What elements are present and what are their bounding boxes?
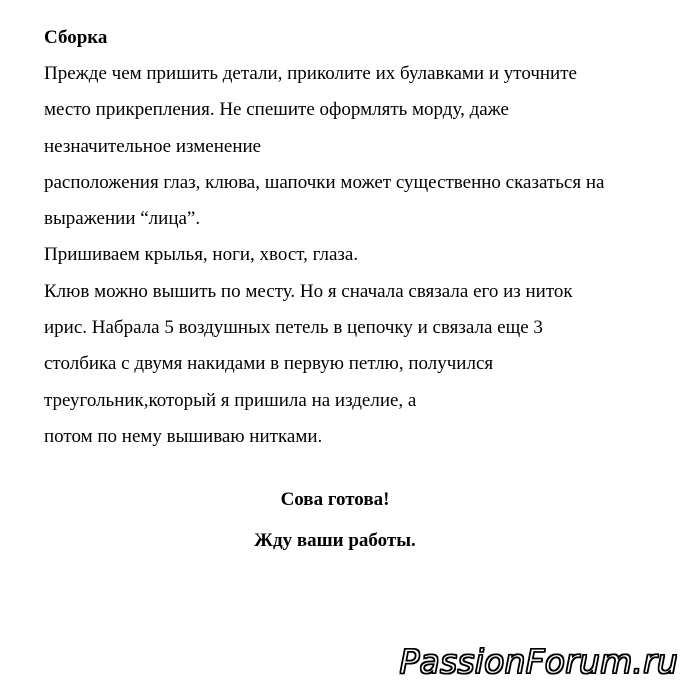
text-line: столбика с двумя накидами в первую петлю, получился (44, 353, 494, 375)
text-line: выражении “лица”. (44, 208, 201, 230)
text-line: место прикрепления. Не спешите оформлять морду, даже (44, 99, 509, 121)
text-line: Клюв можно вышить по месту. Но я сначала связала его из ниток (44, 280, 573, 302)
closing-line-owl-ready: Сова готова! (280, 489, 390, 510)
closing-text (0, 488, 690, 570)
section-heading: Сборка (44, 27, 108, 48)
instructions-text (44, 60, 664, 459)
text-line: потом по нему вышиваю нитками. (44, 425, 323, 447)
text-line: Пришиваем крылья, ноги, хвост, глаза. (44, 244, 359, 266)
text-line: расположения глаз, клюва, шапочки может существенно сказаться на (44, 171, 605, 193)
text-line: ирис. Набрала 5 воздушных петель в цепочку и связала еще 3 (44, 317, 543, 339)
text-line: незначительное изменение (44, 135, 262, 157)
text-line: Прежде чем пришить детали, приколите их булавками и уточните (44, 63, 577, 84)
site-watermark: PassionForum.ru (399, 642, 678, 681)
text-line: треугольник,который я пришила на изделие, а (44, 389, 417, 411)
closing-line-waiting-works: Жду ваши работы. (254, 530, 416, 551)
